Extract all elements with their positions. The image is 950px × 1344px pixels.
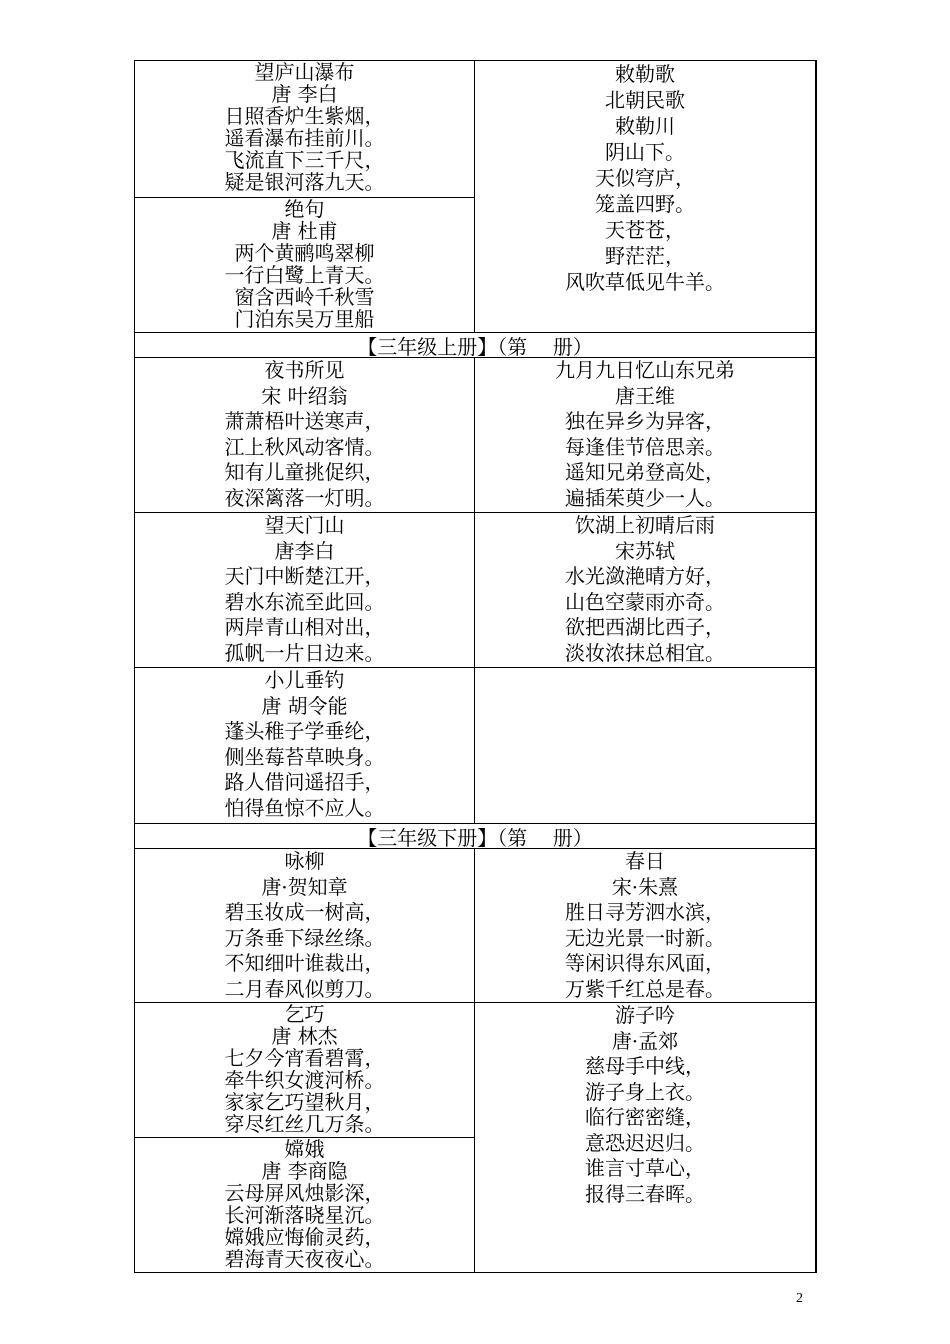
poem-line: 疑是银河落九天。 (224, 170, 385, 194)
poem-line: 万条垂下绿丝绦。 (224, 925, 385, 950)
empty-cell (475, 668, 815, 823)
poem-title: 咏柳 (284, 849, 325, 873)
poem-line: 怕得鱼惊不应人。 (224, 795, 385, 820)
table-row (135, 358, 815, 513)
poem-line: 意恐迟迟归。 (585, 1130, 705, 1155)
poem-author: 宋苏轼 (615, 538, 675, 563)
poem-author: 唐 胡令能 (261, 693, 348, 718)
poem-line: 欲把西湖比西子， (565, 615, 725, 639)
table-row (135, 513, 815, 668)
poem-block (135, 197, 474, 332)
poem-line: 碧水东流至此回。 (224, 589, 385, 614)
table-cell (135, 61, 475, 332)
poem-title: 夜书所见 (264, 358, 345, 382)
poem-block (135, 61, 474, 197)
poem-line: 长河渐落晓星沉。 (224, 1203, 385, 1227)
poem-line: 野茫茫， (605, 244, 685, 268)
poem-line: 嫦娥应悔偷灵药， (224, 1225, 385, 1249)
poem-line: 不知细叶谁裁出， (224, 951, 385, 975)
poem-line: 蓬头稚子学垂纶， (224, 719, 385, 743)
poem-line: 天似穹庐， (595, 166, 695, 190)
poem-line: 敕勒川 (615, 114, 675, 138)
poem-block (475, 61, 815, 332)
poem-line: 水光潋滟晴方好， (565, 564, 725, 588)
poem-line: 穿尽红丝几万条。 (224, 1112, 385, 1136)
poem-line: 临行密密缝， (585, 1105, 705, 1129)
grade-header: 【三年级上册】（第 册） (135, 333, 815, 358)
table-row (135, 849, 815, 1003)
poem-line: 淡妆浓抹总相宜。 (565, 640, 725, 665)
poem-author: 宋·朱熹 (611, 874, 679, 899)
poem-line: 一行白鹭上青天。 (224, 263, 385, 287)
poem-block (475, 513, 815, 667)
poem-author: 唐 李商隐 (261, 1159, 348, 1183)
poem-line: 山色空蒙雨亦奇。 (565, 589, 725, 614)
poem-author: 北朝民歌 (605, 88, 685, 112)
poem-line: 飞流直下三千尺， (224, 148, 385, 172)
poem-line: 风吹草低见牛羊。 (565, 270, 725, 294)
poem-line: 知有儿童挑促织， (224, 460, 385, 484)
poem-line: 游子身上衣。 (585, 1079, 705, 1104)
poem-line: 云母屏风烛影深， (224, 1181, 385, 1205)
poem-line: 遥看瀑布挂前川。 (224, 126, 385, 150)
poem-title: 绝句 (284, 197, 325, 221)
poem-author: 宋 叶绍翁 (261, 383, 348, 408)
poem-line: 报得三春晖。 (585, 1181, 705, 1206)
poem-block (135, 849, 475, 1002)
poem-line: 路人借问遥招手， (224, 770, 385, 794)
poem-line: 二月春风似剪刀。 (224, 976, 385, 1001)
poem-title: 望庐山瀑布 (254, 61, 355, 84)
poem-line: 牵牛织女渡河桥。 (224, 1068, 385, 1092)
page-number: 2 (796, 1291, 803, 1306)
poem-line: 天苍苍， (605, 218, 685, 242)
poem-author: 唐·孟郊 (611, 1028, 679, 1053)
poem-line: 万紫千红总是春。 (565, 976, 725, 1001)
grade-header: 【三年级下册】（第 册） (135, 824, 815, 849)
poem-block (135, 1003, 474, 1137)
poem-block (135, 668, 475, 823)
poem-line: 两个黄鹂鸣翠柳 (234, 241, 375, 265)
poem-author: 唐王维 (615, 383, 675, 408)
poem-table (134, 60, 817, 1273)
poem-title: 敕勒歌 (615, 62, 675, 86)
poem-title: 小儿垂钓 (264, 668, 345, 692)
poem-line: 夜深篱落一灯明。 (224, 485, 385, 510)
poem-line: 两岸青山相对出， (224, 615, 385, 639)
poem-title: 九月九日忆山东兄弟 (555, 358, 735, 382)
poem-line: 阴山下。 (605, 140, 685, 164)
table-cell (135, 1003, 475, 1272)
poem-line: 天门中断楚江开， (224, 564, 385, 588)
poem-block (475, 1003, 815, 1272)
poem-line: 等闲识得东风面， (565, 951, 725, 975)
poem-block (475, 358, 815, 512)
poem-title: 游子吟 (615, 1003, 675, 1027)
poem-block (475, 849, 815, 1002)
poem-line: 胜日寻芳泗水滨， (565, 900, 725, 924)
poem-line: 笼盖四野。 (595, 192, 695, 216)
poem-line: 孤帆一片日边来。 (224, 640, 385, 665)
poem-block (135, 358, 475, 512)
poem-line: 独在异乡为异客， (565, 409, 725, 433)
poem-line: 窗含西岭千秋雪 (234, 285, 375, 309)
poem-block (135, 1137, 474, 1272)
poem-line: 遍插茱萸少一人。 (565, 485, 725, 510)
poem-block (135, 513, 475, 667)
poem-author: 唐 杜甫 (271, 219, 338, 243)
table-row (135, 61, 815, 333)
poem-author: 唐 林杰 (271, 1024, 338, 1048)
poem-title: 望天门山 (264, 513, 345, 537)
poem-line: 无边光景一时新。 (565, 925, 725, 950)
poem-line: 门泊东吴万里船 (234, 307, 375, 331)
poem-line: 碧海青天夜夜心。 (224, 1247, 385, 1271)
poem-line: 七夕今宵看碧霄， (224, 1046, 385, 1070)
poem-line: 遥知兄弟登高处， (565, 460, 725, 484)
poem-title: 春日 (625, 849, 665, 873)
poem-title: 嫦娥 (284, 1137, 325, 1161)
poem-line: 慈母手中线， (585, 1054, 705, 1078)
poem-author: 唐·贺知章 (261, 874, 348, 899)
table-row (135, 668, 815, 824)
poem-line: 侧坐莓苔草映身。 (224, 744, 385, 769)
poem-line: 家家乞巧望秋月， (224, 1090, 385, 1114)
table-row (135, 1003, 815, 1273)
poem-line: 每逢佳节倍思亲。 (565, 434, 725, 459)
poem-title: 乞巧 (284, 1003, 325, 1026)
poem-author: 唐 李白 (271, 82, 338, 106)
poem-line: 日照香炉生紫烟， (224, 104, 385, 128)
poem-line: 萧萧梧叶送寒声， (224, 409, 385, 433)
poem-line: 江上秋风动客情。 (224, 434, 385, 459)
poem-author: 唐李白 (274, 538, 335, 563)
poem-line: 碧玉妆成一树高， (224, 900, 385, 924)
poem-line: 谁言寸草心， (585, 1156, 705, 1180)
poem-title: 饮湖上初晴后雨 (575, 513, 715, 537)
